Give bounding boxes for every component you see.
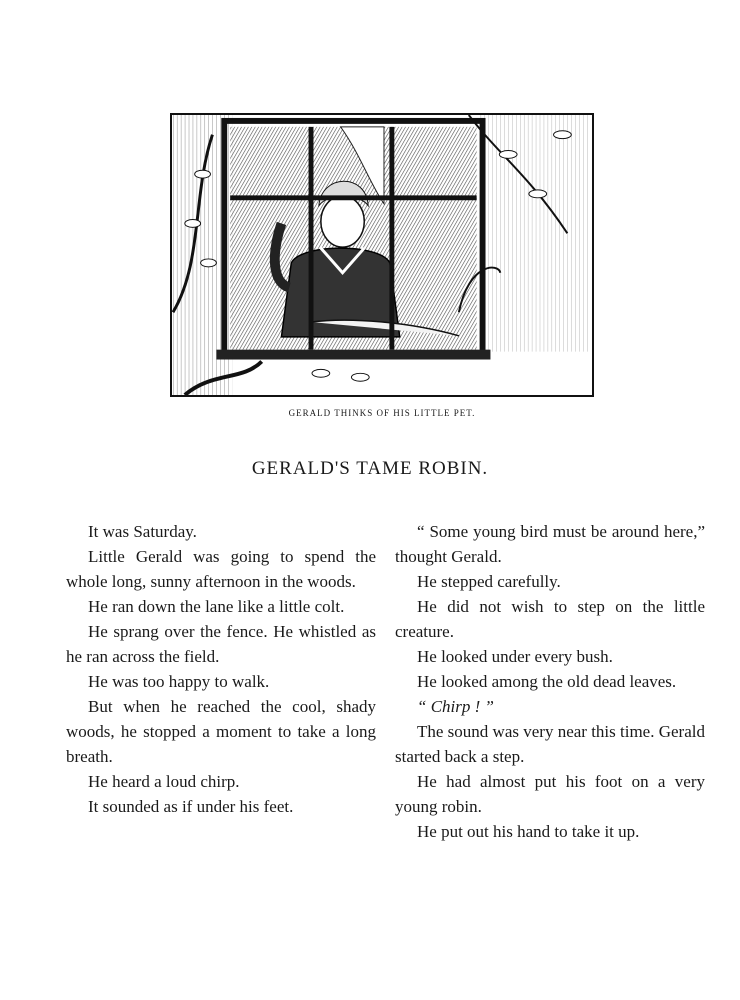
- paragraph: It was Saturday.: [88, 522, 197, 541]
- paragraph: He did not wish to step on the little creature.: [395, 597, 705, 641]
- story-title: GERALD'S TAME ROBIN.: [251, 458, 489, 479]
- paragraph: He looked among the old dead leaves.: [417, 672, 677, 691]
- paragraph: The sound was very near this time. Gerald started back a step.: [395, 722, 705, 766]
- paragraph: He was too happy to walk.: [88, 672, 270, 691]
- paragraph: Little Gerald was going to spend the whole long, sunny afternoon in the woods.: [66, 547, 376, 591]
- paragraph: He heard a loud chirp.: [88, 772, 240, 791]
- paragraph: He had almost put his foot on a very young robin.: [395, 772, 705, 816]
- paragraph: He put out his hand to take it up.: [417, 822, 640, 841]
- paragraph: He looked under every bush.: [417, 647, 613, 666]
- paragraph: It sounded as if under his feet.: [88, 797, 294, 816]
- right-text-column: [395, 519, 705, 844]
- paragraph: He sprang over the fence. He whistled as he ran across the field.: [66, 622, 376, 666]
- paragraph: “ Some young bird must be around here,” thought Gerald.: [395, 522, 705, 566]
- paragraph: But when he reached the cool, shady woods, he stopped a moment to take a long breath.: [66, 697, 376, 766]
- paragraph: He ran down the lane like a little colt.: [88, 597, 345, 616]
- paragraph: He stepped carefully.: [417, 572, 561, 591]
- engraving-illustration: [170, 113, 594, 397]
- paragraph-chirp: “ Chirp ! ”: [417, 697, 494, 716]
- boy-at-window-engraving: [172, 115, 592, 395]
- illustration-caption: GERALD THINKS OF HIS LITTLE PET.: [288, 408, 476, 418]
- left-text-column: [66, 519, 376, 819]
